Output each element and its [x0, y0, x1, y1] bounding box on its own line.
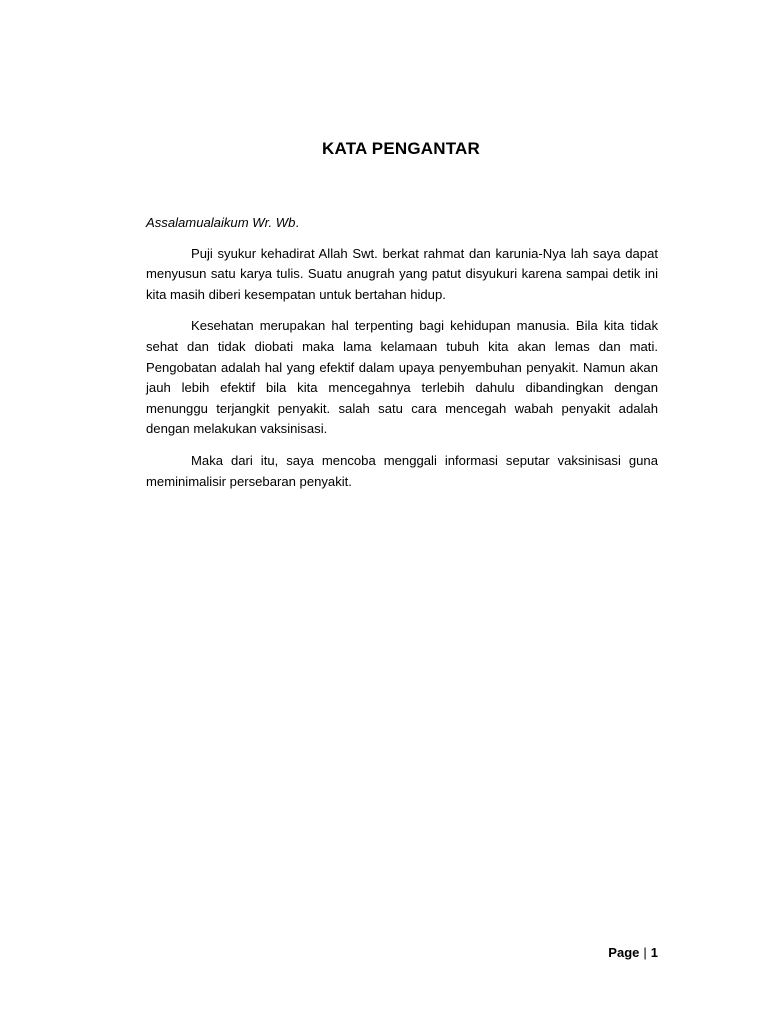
page-label: Page	[608, 945, 640, 960]
document-body	[146, 213, 658, 503]
page-number: 1	[650, 945, 658, 960]
greeting-punctuation: .	[295, 215, 300, 230]
paragraph-2: Kesehatan merupakan hal terpenting bagi kehidupan manusia. Bila kita tidak sehat dan tidak diobati maka lama kelamaan tubuh kita akan lemas dan mati. Pengobatan adalah hal yang efektif dalam upaya penyembuhan penyakit. Namun akan jauh lebih efektif bila kita mencegahnya terlebih dahulu dibandingkan dengan menunggu terjangkit penyakit. salah satu cara mencegah wabah penyakit adalah dengan melakukan vaksinisasi.	[146, 318, 658, 437]
page-footer	[608, 945, 658, 960]
greeting-text: Assalamualaikum Wr. Wb	[146, 215, 296, 230]
page-separator: |	[643, 945, 647, 960]
page-title: KATA PENGANTAR	[322, 139, 480, 158]
paragraph-3: Maka dari itu, saya mencoba menggali informasi seputar vaksinisasi guna meminimalisir persebaran penyakit.	[146, 452, 658, 489]
greeting	[146, 213, 658, 234]
paragraph-1: Puji syukur kehadirat Allah Swt. berkat rahmat dan karunia-Nya lah saya dapat menyusun satu karya tulis. Suatu anugrah yang patut disyukuri karena sampai detik ini kita masih diberi kesempatan untuk bertahan hidup.	[146, 245, 658, 302]
